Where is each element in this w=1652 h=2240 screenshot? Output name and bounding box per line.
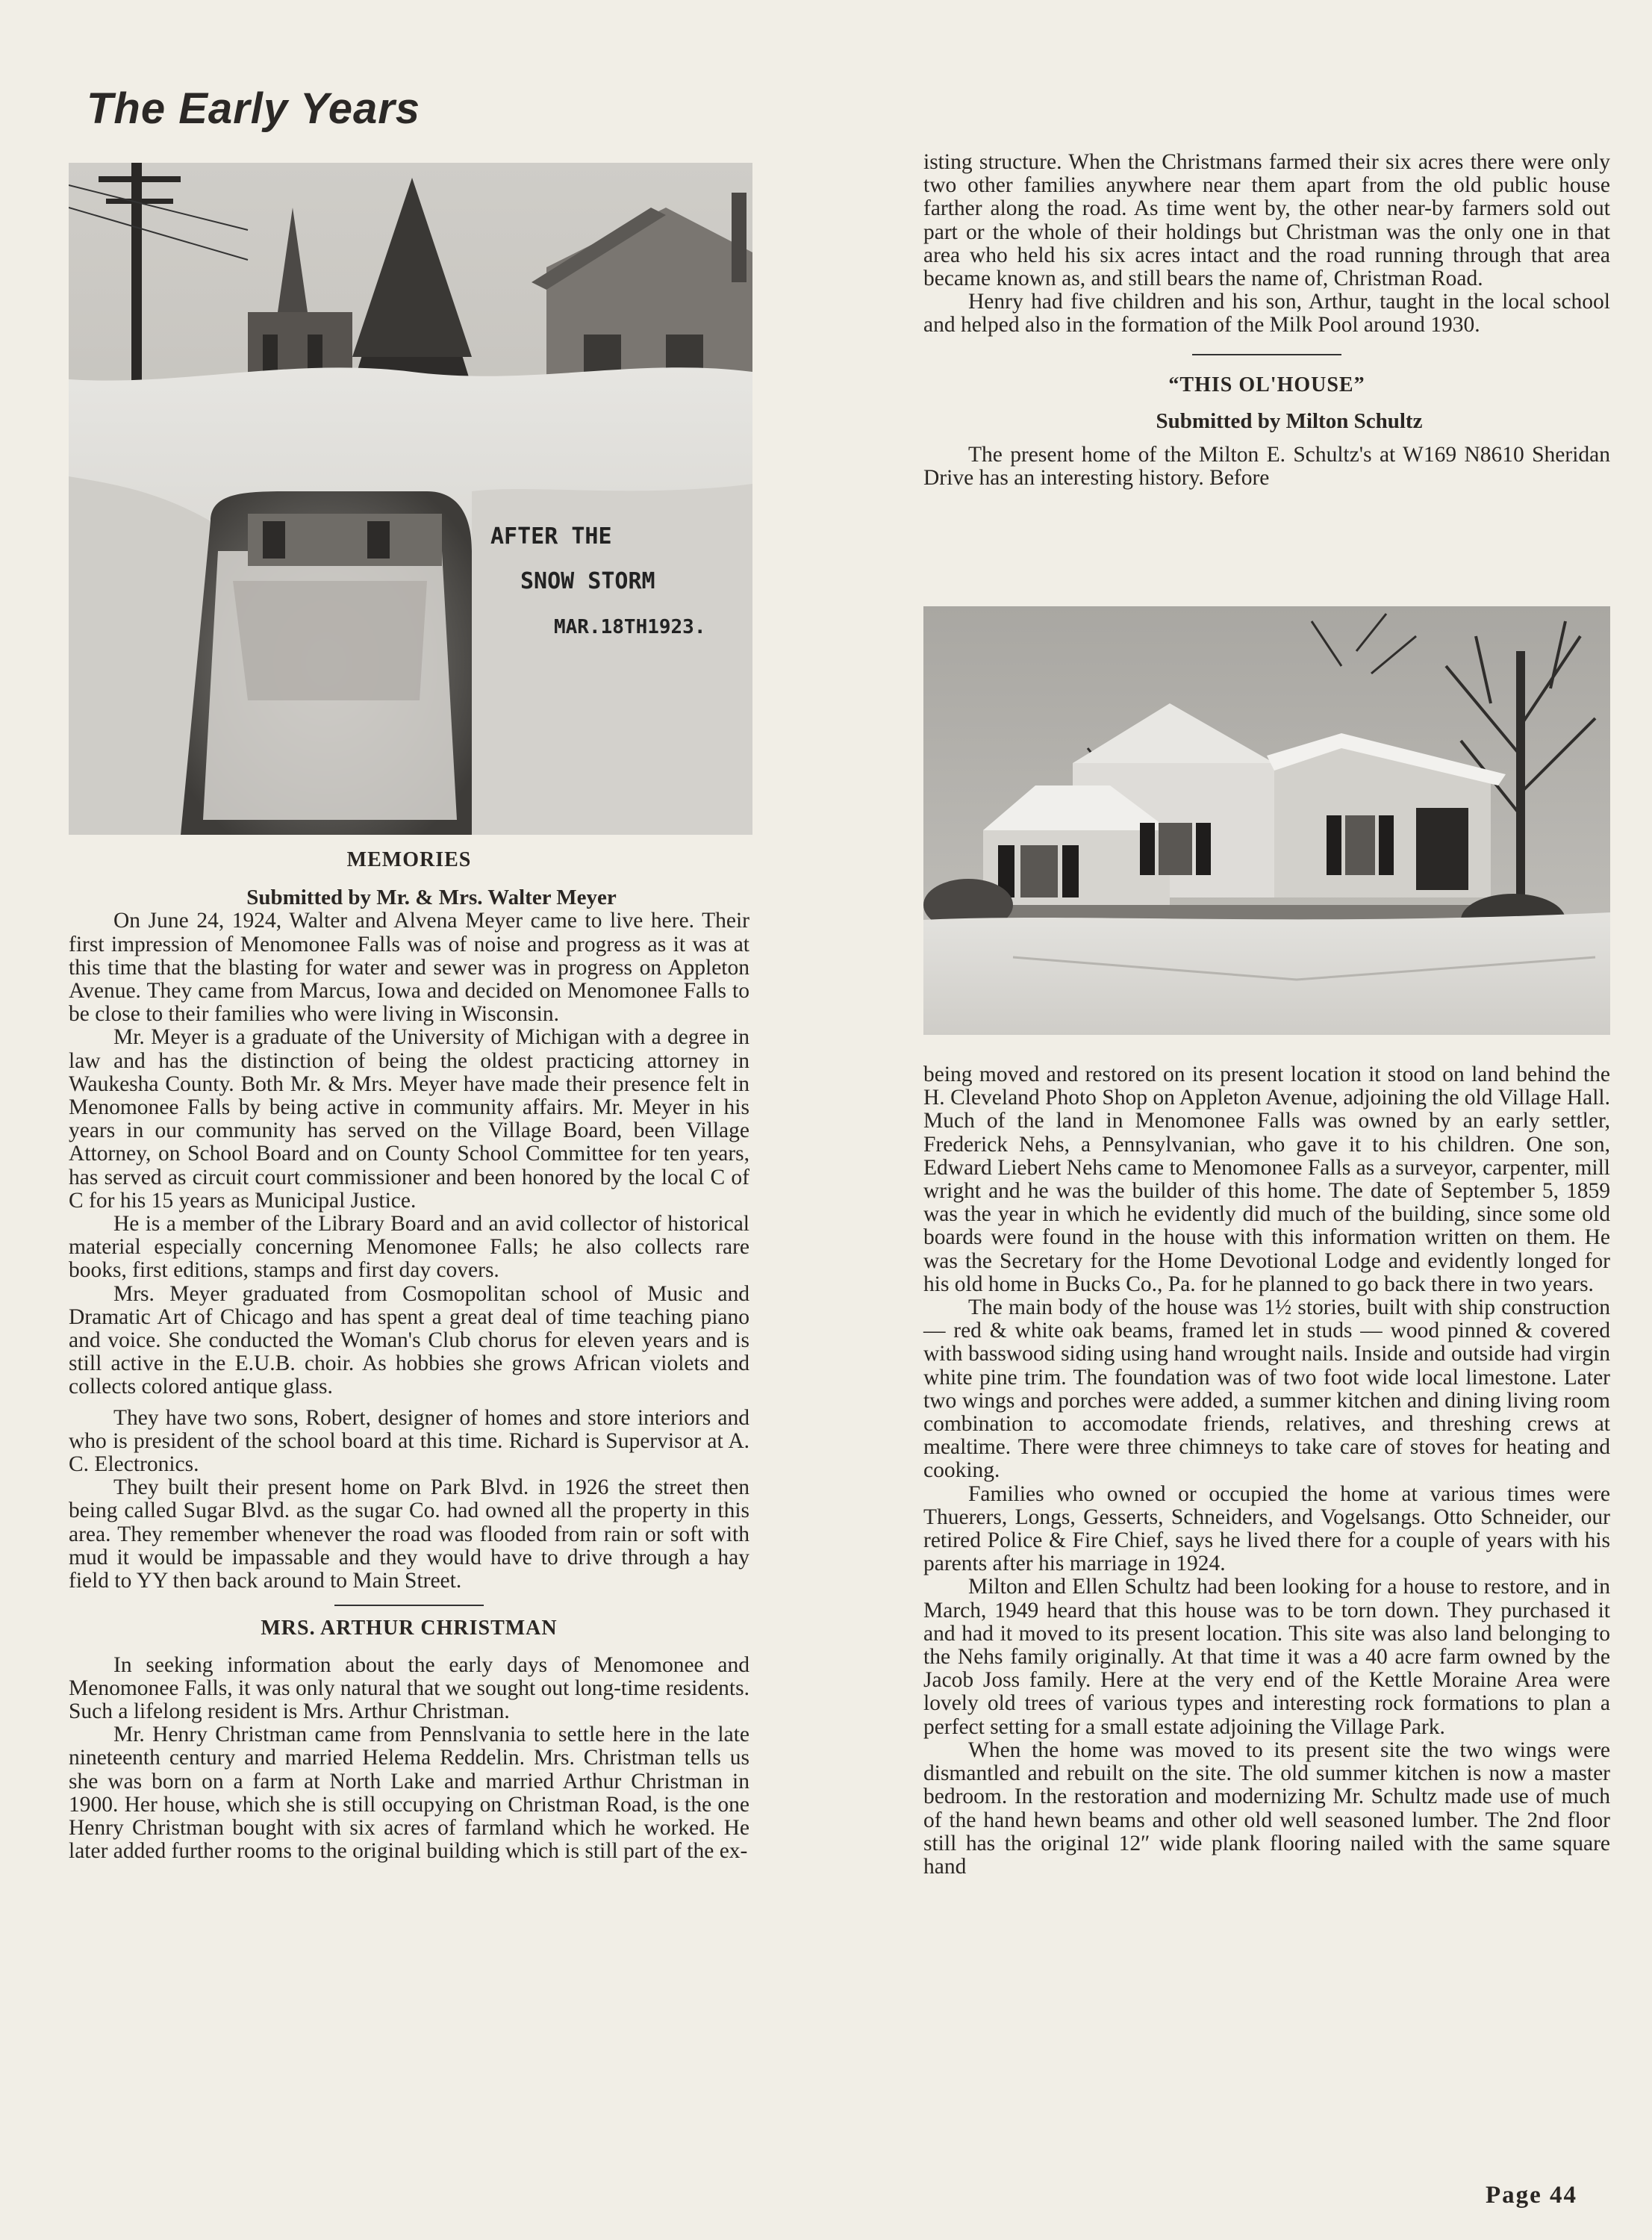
christman-paragraph: In seeking information about the early days of Menomonee and Menomonee Falls, it was only natural that we sought out long-time residents. Such a lifelong resident is Mrs. Arthur Christman.: [69, 1652, 749, 1723]
memories-paragraph: Mrs. Meyer graduated from Cosmopolitan school of Music and Dramatic Art of Chicago and has spent a great deal of time teaching piano and voice. She conducted the Woman's Club chorus for eleven years and is still active in the E.U.B. choir. As hobbies she grows African violets and collects colored antique glass.: [69, 1281, 749, 1399]
memories-byline: Submitted by Mr. & Mrs. Walter Meyer: [246, 886, 617, 910]
memories-paragraph: Mr. Meyer is a graduate of the University of Michigan with a degree in law and has the distinction of being the oldest practicing attorney in Waukesha County. Both Mr. & Mrs. Meyer have made their presence felt in Menomonee Falls by being active in community affairs. Mr. Meyer in his years in our community has served on the Village Board, been Village Attorney, on School Board and on County School Committee for ten years, has served as circuit court commissioner and been honored by the local C of C for his 15 years as Municipal Justice.: [69, 1025, 749, 1213]
memories-paragraph: They have two sons, Robert, designer of homes and store interiors and who is president of the school board at this time. Richard is Supervisor at A. C. Electronics.: [69, 1405, 749, 1477]
schultz-house-photo: [923, 606, 1610, 1035]
photo-caption-line1: AFTER THE: [490, 523, 612, 550]
page-number: Page 44: [1486, 2182, 1578, 2209]
left-column: [69, 848, 749, 1863]
memories-paragraph: On June 24, 1924, Walter and Alvena Meyer came to live here. Their first impression of Menomonee Falls was of noise and progress as it was at this time that the blasting for water and sewer was in progress on Appleton Avenue. They came from Marcus, Iowa and decided on Menomonee Falls to be close to their families who were living in Wisconsin.: [69, 909, 749, 1027]
right-column-bottom: [923, 1063, 1610, 1879]
olhouse-paragraph: When the home was moved to its present site the two wings were dismantled and rebuilt on the site. The old summer kitchen is now a master bedroom. In the restoration and modernizing Mr. Schultz made use of much of the hand hewn beams and other old well seasoned lumber. The 2nd floor still has the original 12″ wide plank flooring nailed with the same square hand: [923, 1737, 1610, 1879]
memories-paragraph: He is a member of the Library Board and an avid collector of historical material especially concerning Menomonee Falls; he also collects rare books, first editions, stamps and first day covers.: [69, 1212, 749, 1283]
page-title: The Early Years: [87, 84, 421, 133]
memories-heading: MEMORIES: [346, 848, 472, 871]
olhouse-intro: The present home of the Milton E. Schultz's at W169 N8610 Sheridan Drive has an interesting history. Before: [923, 443, 1610, 491]
photo-caption-line3: MAR.18TH1923.: [554, 616, 706, 638]
olhouse-heading: “THIS OL'HOUSE”: [1168, 373, 1365, 396]
olhouse-byline: Submitted by Milton Schultz: [1156, 408, 1423, 433]
christman-continuation: Henry had five children and his son, Arthur, taught in the local school and helped also in the formation of the Milk Pool around 1930.: [923, 290, 1610, 337]
olhouse-paragraph: Milton and Ellen Schultz had been looking for a house to restore, and in March, 1949 heard that this house was to be torn down. They purchased it and had it moved to its present location. This site was also land belonging to the Nehs family originally. At that time it was a 40 acre farm owned by the Jacob Joss family. Here at the very end of the Kettle Moraine Area were lovely old trees of various types and interesting rock formations to plan a perfect setting for a small estate adjoining the Village Park.: [923, 1575, 1610, 1739]
section-divider: [334, 1605, 484, 1606]
christman-heading: MRS. ARTHUR CHRISTMAN: [261, 1617, 558, 1640]
olhouse-paragraph: Families who owned or occupied the home at various times were Thuerers, Longs, Gesserts, Schneiders, and Vogelsangs. Otto Schneider, our retired Police & Fire Chief, says he lived there for a couple of years with his parents after his marriage in 1924.: [923, 1481, 1610, 1576]
christman-paragraph: Mr. Henry Christman came from Pennslvania to settle here in the late nineteenth century and married Helema Reddelin. Mrs. Christman tells us she was born on a farm at North Lake and married Arthur Christman in 1900. Her house, which she is still occupying on Christman Road, is the one Henry Christman bought with six acres of farmland which he worked. He later added further rooms to the original building which is still part of the ex-: [69, 1723, 749, 1864]
right-column-top: [923, 151, 1610, 490]
memories-paragraph: They built their present home on Park Blvd. in 1926 the street then being called Sugar Blvd. as the sugar Co. had owned all the property in this area. They remember whenever the road was flooded from rain or soft with mud it would be impassable and they would have to drive through a hay field to YY then back around to Main Street.: [69, 1475, 749, 1593]
photo-caption-line2: SNOW STORM: [520, 568, 655, 594]
section-divider: [1192, 354, 1341, 355]
christman-continuation: isting structure. When the Christmans farmed their six acres there were only two other families anywhere near them apart from the old public house farther along the road. As time went by, the other near-by farmers sold out part or the whole of their holdings but Christman was the only one in that area who held his six acres intact and the road running through that area became known as, and still bears the name of, Christman Road.: [923, 150, 1610, 291]
olhouse-paragraph: The main body of the house was 1½ stories, built with ship construction — red & white oak beams, framed let in studs — wood pinned & covered with basswood siding using hand wrought nails. Inside and outside had virgin white pine trim. The foundation was of two foot wide local limestone. Later two wings and porches were added, a summer kitchen and dining living room combination to accomodate friends, relatives, and threshing crews at mealtime. There were three chimneys to take care of stoves for heating and cooking.: [923, 1295, 1610, 1483]
olhouse-paragraph: being moved and restored on its present location it stood on land behind the H. Cleveland Photo Shop on Appleton Avenue, adjoining the old Village Hall. Much of the land in Menomonee Falls was owned by an early settler, Frederick Nehs, a Pennsylvanian, who gave it to his children. One son, Edward Liebert Nehs came to Menomonee Falls as a surveyor, carpenter, mill wright and he was the builder of this home. The date of September 5, 1859 was the year in which he evidently did much of the building, since some old boards were found in the house with this information written on them. He was the Secretary for the Home Devotional Lodge and evidently longed for his old home in Bucks Co., Pa. for he planned to go back there in two years.: [923, 1063, 1610, 1296]
snow-storm-photo: [69, 163, 752, 835]
